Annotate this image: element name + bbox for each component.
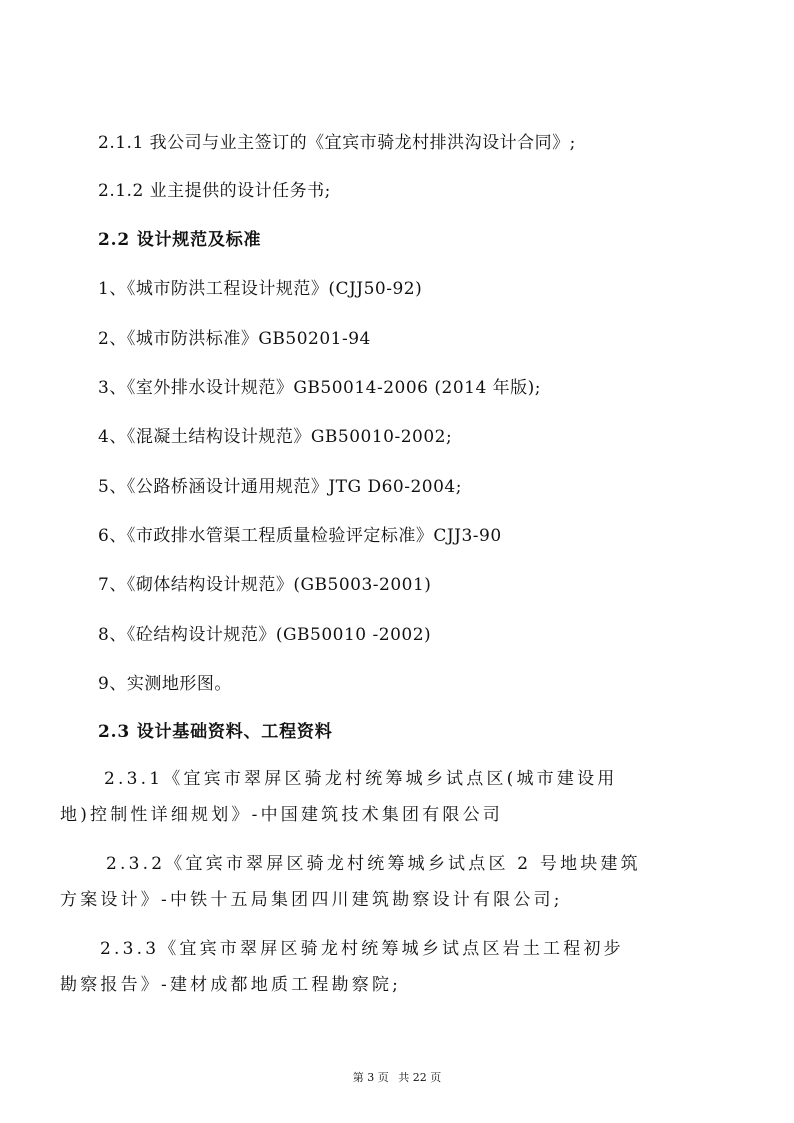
reference-2-3-1-line1: 2.3.1《宜宾市翠屏区骑龙村统筹城乡试点区(城市建设用	[104, 769, 618, 789]
standard-item-4: 4、《混凝土结构设计规范》GB50010-2002;	[98, 427, 453, 447]
page-total: 共 22 页	[398, 1071, 442, 1084]
standard-item-3: 3、《室外排水设计规范》GB50014-2006 (2014 年版);	[98, 378, 542, 398]
paragraph-2-1-1: 2.1.1 我公司与业主签订的《宜宾市骑龙村排洪沟设计合同》;	[98, 133, 576, 153]
standard-item-8: 8、《砼结构设计规范》(GB50010 -2002)	[98, 625, 432, 645]
standard-item-5: 5、《公路桥涵设计通用规范》JTG D60-2004;	[98, 477, 462, 497]
reference-2-3-1-line2: 地)控制性详细规划》-中国建筑技术集团有限公司	[60, 805, 503, 825]
section-heading-2-2: 2.2 设计规范及标准	[98, 230, 262, 250]
page-footer	[0, 1071, 794, 1085]
reference-2-3-2-line2: 方案设计》-中铁十五局集团四川建筑勘察设计有限公司;	[60, 890, 563, 910]
standard-item-6: 6、《市政排水管渠工程质量检验评定标准》CJJ3-90	[98, 526, 502, 546]
section-heading-2-3: 2.3 设计基础资料、工程资料	[98, 722, 333, 742]
standard-item-2: 2、《城市防洪标准》GB50201-94	[98, 329, 371, 349]
paragraph-2-1-2: 2.1.2 业主提供的设计任务书;	[98, 181, 331, 201]
page-number: 第 3 页	[352, 1071, 389, 1084]
reference-2-3-2-line1: 2.3.2《宜宾市翠屏区骑龙村统筹城乡试点区 2 号地块建筑	[106, 854, 641, 874]
standard-item-1: 1、《城市防洪工程设计规范》(CJJ50-92)	[98, 279, 423, 299]
reference-2-3-3-line1: 2.3.3《宜宾市翠屏区骑龙村统筹城乡试点区岩土工程初步	[100, 939, 624, 959]
standard-item-7: 7、《砌体结构设计规范》(GB5003-2001)	[98, 575, 432, 595]
reference-2-3-3-line2: 勘察报告》-建材成都地质工程勘察院;	[60, 975, 402, 995]
standard-item-9: 9、实测地形图。	[98, 674, 232, 694]
